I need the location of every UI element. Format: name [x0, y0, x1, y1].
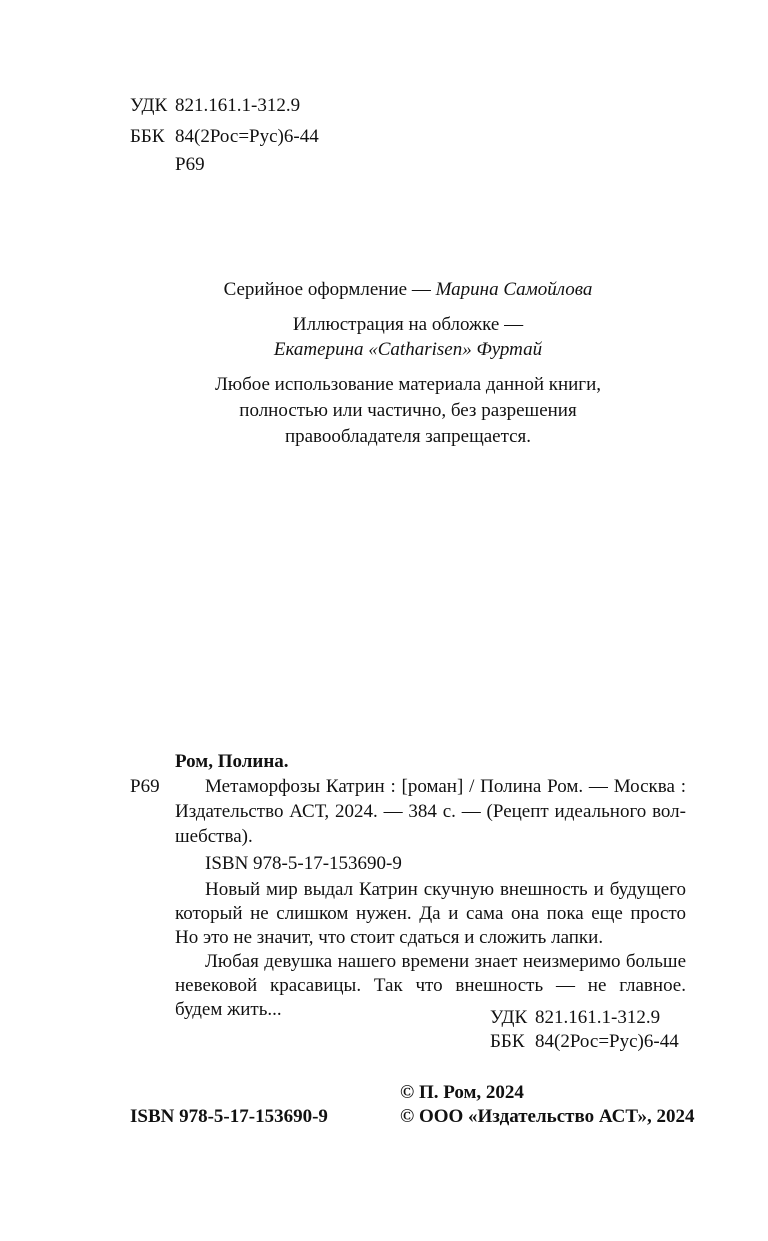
catalog-author-mark: Р69	[130, 776, 160, 797]
catalog-bbk-value: 84(2Рос=Рус)6-44	[535, 1031, 679, 1052]
copyright-publisher: © ООО «Издательство АСТ», 2024	[400, 1106, 695, 1127]
series-design-label: Серийное оформление —	[223, 279, 431, 300]
catalog-bbk-label: ББК	[490, 1031, 525, 1052]
catalog-description-line: Издательство АСТ, 2024. — 384 с. — (Рецепт идеального вол-	[175, 801, 686, 822]
rights-notice-line: Любое использование материала данной книги,	[214, 374, 602, 395]
rights-notice-line: полностью или частично, без разрешения	[239, 400, 577, 421]
annotation-line: Любая девушка нашего времени знает неизмеримо больше	[205, 951, 686, 972]
series-design-name: Марина Самойлова	[435, 279, 593, 300]
footer-isbn: ISBN 978-5-17-153690-9	[130, 1106, 328, 1127]
catalog-author-heading: Ром, Полина.	[175, 751, 289, 772]
annotation-line: Новый мир выдал Катрин скучную внешность и будущего	[205, 879, 686, 900]
udk-label: УДК	[130, 95, 168, 116]
rights-notice-line: правообладателя запрещается.	[284, 426, 532, 447]
catalog-udk-value: 821.161.1-312.9	[535, 1007, 661, 1028]
catalog-description-line: Метаморфозы Катрин : [роман] / Полина Ром. — Москва :	[205, 776, 686, 797]
author-mark: Р69	[175, 154, 205, 175]
illustration-name: Екатерина «Catharisen» Фуртай	[273, 339, 543, 360]
catalog-udk-label: УДК	[490, 1007, 528, 1028]
illustration-label: Иллюстрация на обложке —	[292, 314, 524, 335]
annotation-line: невековой красавицы. Так что внешность — не главное.	[175, 975, 686, 996]
udk-value: 821.161.1-312.9	[175, 95, 301, 116]
copyright-author: © П. Ром, 2024	[400, 1082, 524, 1103]
series-design-credit	[100, 278, 716, 302]
catalog-isbn: ISBN 978-5-17-153690-9	[205, 853, 402, 874]
annotation-line: который не слишком нужен. Да и сама она пока еще просто	[175, 903, 686, 924]
catalog-description-line: шебства).	[175, 826, 253, 847]
bbk-value: 84(2Рос=Рус)6-44	[175, 126, 319, 147]
annotation-line: Но это не значит, что стоит сдаться и сложить лапки.	[175, 927, 604, 948]
bbk-label: ББК	[130, 126, 165, 147]
annotation-line: будем жить...	[175, 999, 282, 1020]
